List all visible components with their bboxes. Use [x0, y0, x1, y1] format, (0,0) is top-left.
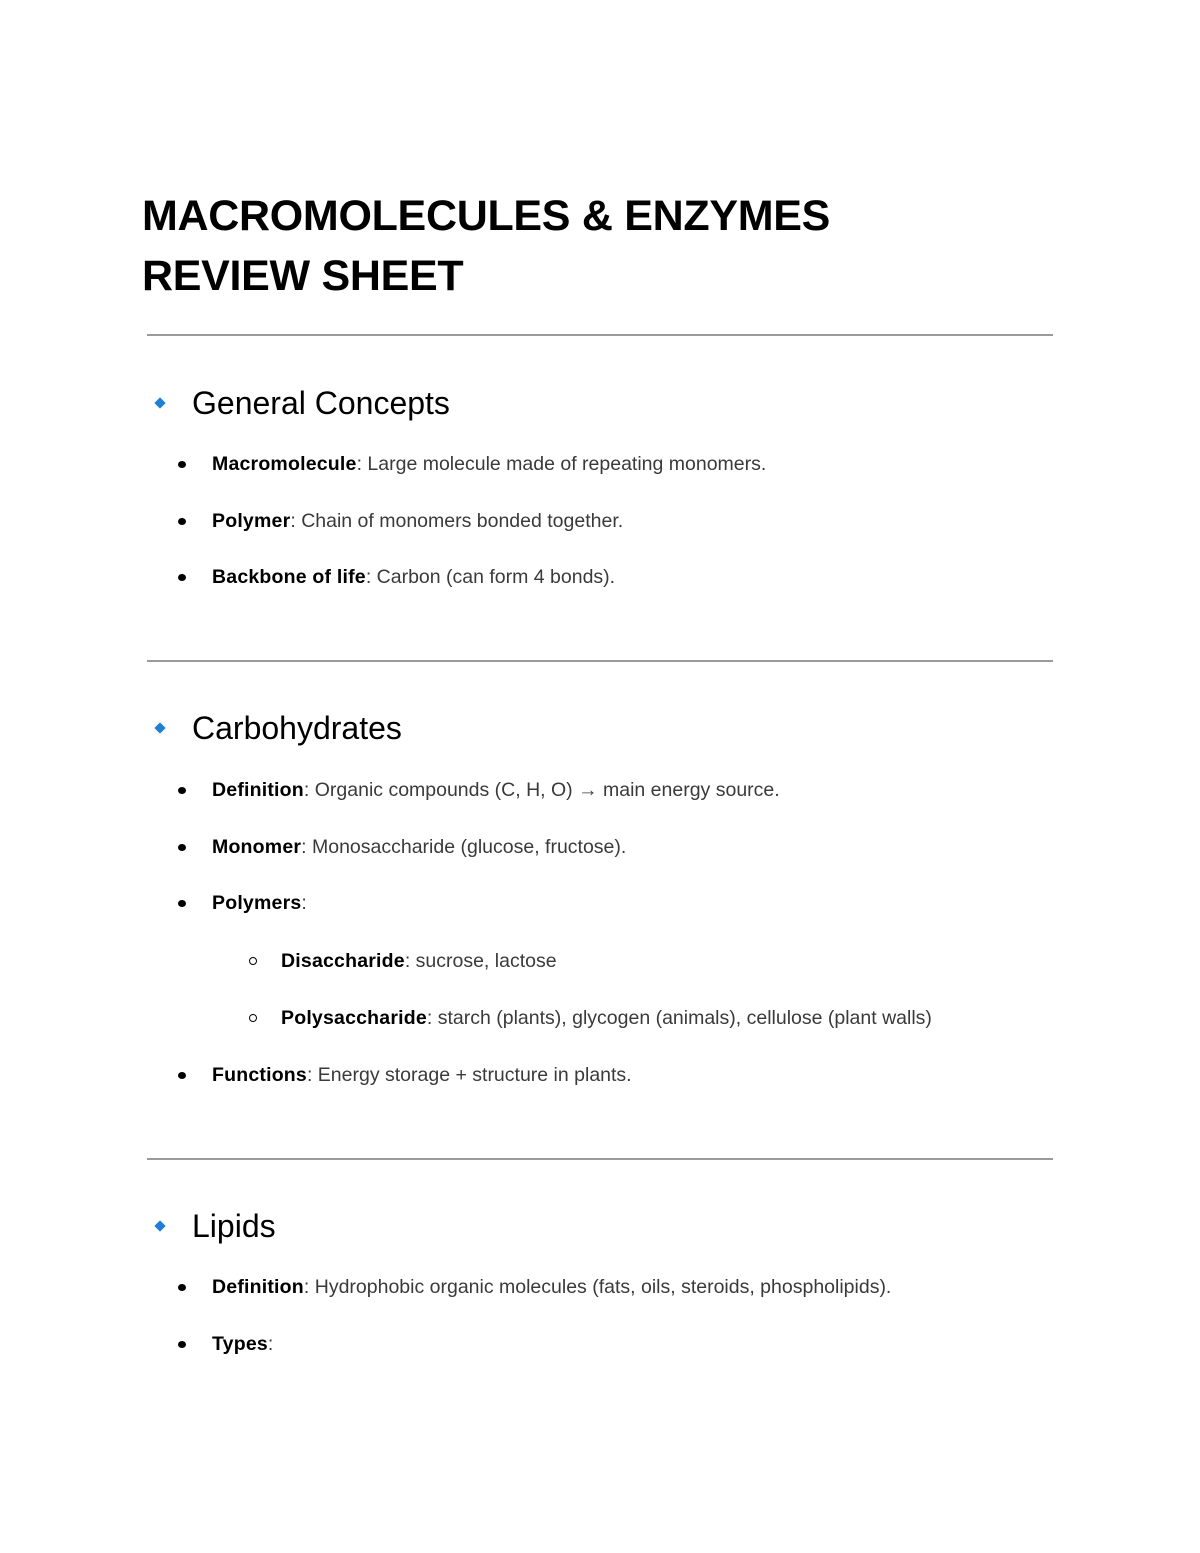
item-term: Functions: [212, 1064, 307, 1086]
item-term: Macromolecule: [212, 453, 357, 475]
item-description: : Organic compounds (C, H, O) → main energy source.: [303, 779, 780, 801]
item-term: Types: [212, 1333, 268, 1355]
list-item-monomer: [178, 834, 626, 860]
list-item-backbone-of-life: [178, 564, 615, 590]
section-heading-text: Carbohydrates: [192, 710, 402, 746]
item-description: : Hydrophobic organic molecules (fats, oils, steroids, phospholipids).: [303, 1276, 892, 1298]
list-item-polymers: [178, 890, 307, 916]
list-item-polymer: [178, 508, 623, 534]
item-term: Definition: [212, 779, 304, 801]
list-item-functions: [178, 1062, 632, 1088]
section-divider: [147, 334, 1053, 336]
section-divider: [147, 660, 1053, 662]
diamond-icon: [154, 397, 165, 408]
item-term: Disaccharide: [281, 950, 405, 972]
section-heading-text: General Concepts: [192, 385, 450, 421]
item-description: : Chain of monomers bonded together.: [290, 510, 624, 532]
bullet-disc-icon: [178, 1341, 186, 1348]
item-description: :: [301, 892, 307, 914]
list-item-definition: [178, 777, 780, 803]
bullet-disc-icon: [178, 1284, 186, 1291]
sublist-item-polysaccharide: [249, 1005, 932, 1031]
item-term: Polymers: [212, 892, 302, 914]
item-term: Definition: [212, 1276, 304, 1298]
item-description: : Carbon (can form 4 bonds).: [365, 566, 616, 588]
section-heading-text: Lipids: [192, 1208, 276, 1244]
section-divider: [147, 1158, 1053, 1160]
item-description: : Energy storage + structure in plants.: [306, 1064, 632, 1086]
item-description: : Large molecule made of repeating monomers.: [356, 453, 767, 475]
item-term: Backbone of life: [212, 566, 366, 588]
section-heading-general-concepts: [153, 381, 450, 425]
document-title: [142, 186, 1042, 306]
item-description: : Monosaccharide (glucose, fructose).: [301, 836, 627, 858]
bullet-disc-icon: [178, 900, 186, 907]
bullet-disc-icon: [178, 518, 186, 525]
item-term: Monomer: [212, 836, 302, 858]
bullet-disc-icon: [178, 787, 186, 794]
bullet-disc-icon: [178, 844, 186, 851]
sublist-item-disaccharide: [249, 948, 557, 974]
section-heading-lipids: [153, 1204, 276, 1248]
bullet-disc-icon: [178, 574, 186, 581]
item-description: : sucrose, lactose: [404, 950, 557, 972]
bullet-disc-icon: [178, 461, 186, 468]
list-item-types: [178, 1331, 273, 1357]
item-term: Polysaccharide: [281, 1007, 427, 1029]
diamond-icon: [154, 1220, 165, 1231]
item-description: : starch (plants), glycogen (animals), cellulose (plant walls): [426, 1007, 932, 1029]
bullet-disc-icon: [178, 1072, 186, 1079]
section-heading-carbohydrates: [153, 706, 402, 750]
item-term: Polymer: [212, 510, 291, 532]
diamond-icon: [154, 722, 165, 733]
list-item-macromolecule: [178, 451, 766, 477]
title-line-2: REVIEW SHEET: [142, 252, 464, 300]
item-description: :: [267, 1333, 274, 1355]
bullet-circle-icon: [249, 1014, 257, 1022]
title-line-1: MACROMOLECULES & ENZYMES: [142, 192, 830, 240]
list-item-definition: [178, 1274, 891, 1300]
bullet-circle-icon: [249, 957, 257, 965]
